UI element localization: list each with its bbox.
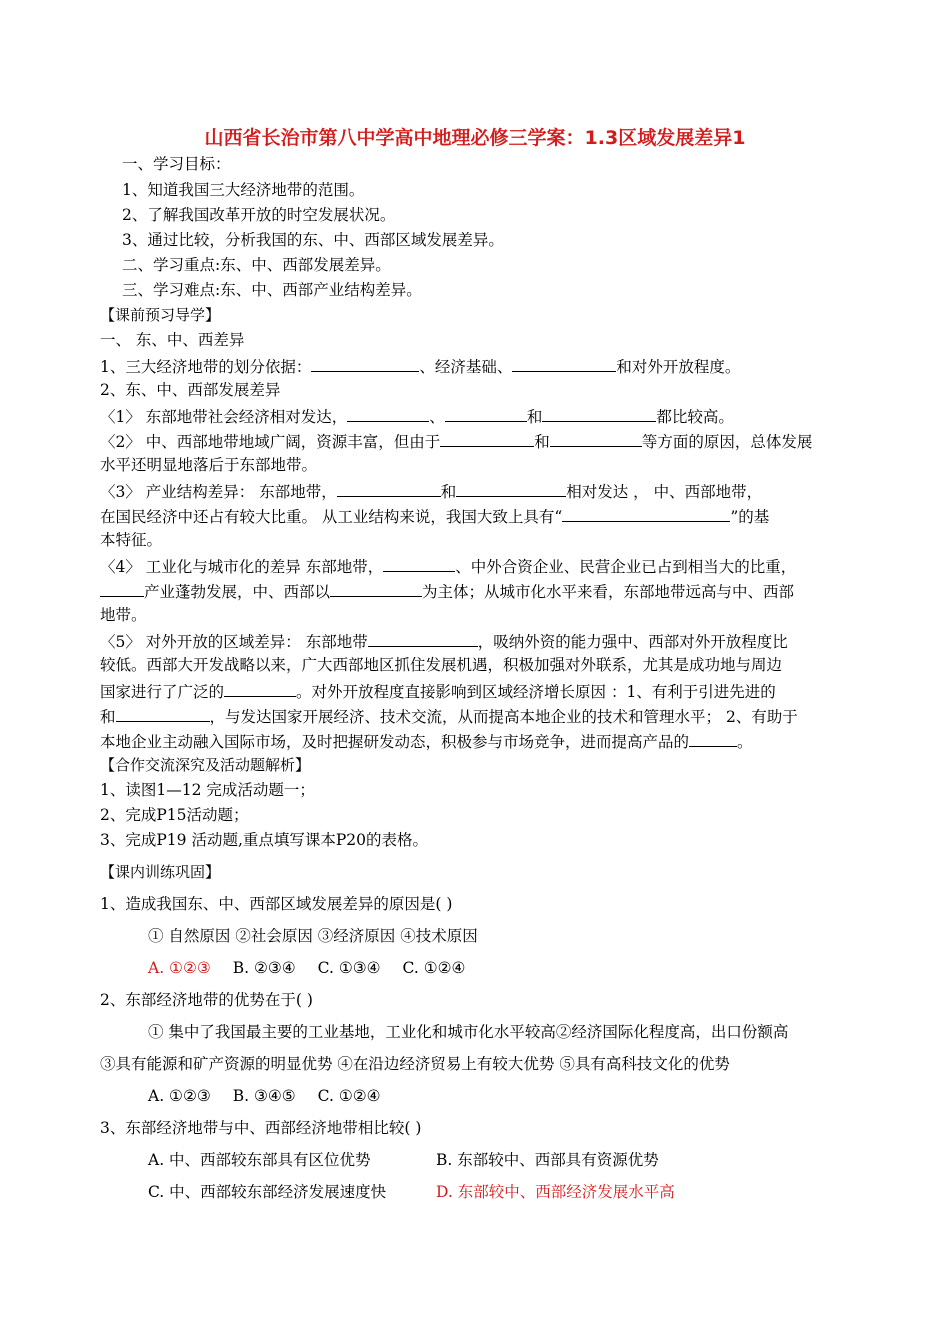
i5-text-i: 。 (737, 733, 753, 751)
answer-blank[interactable] (542, 405, 656, 422)
answer-blank[interactable] (440, 430, 534, 447)
section-1-heading: 一、 东、中、西差异 (100, 331, 245, 349)
q1-option-d[interactable]: C. ①②④ (402, 959, 466, 977)
q2-options (148, 1086, 403, 1106)
coop-item-1: 1、读图1—12 完成活动题一； (100, 781, 315, 799)
answer-blank[interactable] (224, 680, 296, 697)
answer-blank[interactable] (311, 355, 419, 372)
q3-option-a[interactable]: A. 中、西部较东部具有区位优势 (148, 1151, 371, 1169)
q3-option-b[interactable]: B. 东部较中、西部具有资源优势 (436, 1151, 659, 1169)
q1-text-a: 1、三大经济地带的划分依据： (100, 358, 312, 376)
i4-text-d: 为主体；从城市化水平来看，东部地带远高与中、西部 (422, 583, 795, 601)
q2-statements-2: ③具有能源和矿产资源的明显优势 ④在沿边经济贸易上有较大优势 ⑤具有高科技文化的优势 (100, 1055, 730, 1073)
q2-option-b[interactable]: B. ③④⑤ (232, 1087, 296, 1105)
answer-blank[interactable] (330, 580, 422, 597)
i5-text-f: 和 (100, 708, 116, 726)
answer-blank[interactable] (445, 405, 527, 422)
answer-blank[interactable] (456, 480, 566, 497)
i3-text-c: 相对发达 ， 中、西部地带， (566, 483, 763, 501)
item-3-line (100, 480, 762, 502)
q3-option-c[interactable]: C. 中、西部较东部经济发展速度快 (148, 1183, 387, 1201)
i4-text-b: 、中外合资企业、民营企业已占到相当大的比重， (455, 558, 797, 576)
i3-text-e: ”的基 (730, 508, 770, 526)
i1-text-a: 〈1〉 东部地带社会经济相对发达， (100, 408, 348, 426)
i3-text-a: 〈3〉 产业结构差异： 东部地带， (100, 483, 337, 501)
i5-text-h: 本地企业主动融入国际市场，及时把握研发动态，积极参与市场竞争，进而提高产品的 (100, 733, 690, 751)
q2-option-c[interactable]: C. ①②④ (317, 1087, 381, 1105)
q1-option-c[interactable]: C. ①③④ (317, 959, 381, 977)
item-2-continued: 水平还明显地落后于东部地带。 (100, 456, 318, 474)
practice-question-1: 1、造成我国东、中、西部区域发展差异的原因是( ) (100, 895, 453, 913)
answer-blank[interactable] (383, 555, 455, 572)
answer-blank[interactable] (562, 505, 730, 522)
i4-text-c: 产业蓬勃发展，中、西部以 (144, 583, 331, 601)
goal-1: 1、知道我国三大经济地带的范围。 (122, 181, 365, 199)
q3-option-d[interactable]: D. 东部较中、西部经济发展水平高 (436, 1183, 675, 1201)
item-4-line (100, 555, 796, 577)
item-5-line-3 (100, 680, 776, 702)
i1-text-b: 、 (429, 408, 445, 426)
q2-statements-1: ① 集中了我国最主要的工业基地，工业化和城市化水平较高②经济国际化程度高，出口份额高 (148, 1023, 789, 1041)
practice-question-2: 2、东部经济地带的优势在于( ) (100, 991, 313, 1009)
item-4-continued: 地带。 (100, 606, 147, 624)
i1-text-c: 和 (526, 408, 543, 426)
answer-blank[interactable] (368, 630, 478, 647)
answer-blank[interactable] (347, 405, 429, 422)
coop-item-3: 3、完成P19 活动题,重点填写课本P20的表格。 (100, 831, 429, 849)
i2-text-b: 和 (534, 433, 550, 451)
i2-text-c: 等方面的原因，总体发展 (641, 433, 813, 451)
i3-text-d: 在国民经济中还占有较大比重。 从工业结构来说，我国大致上具有“ (100, 508, 563, 526)
item-5-line-4 (100, 705, 798, 727)
learning-difficulty: 三、学习难点:东、中、西部产业结构差异。 (122, 281, 422, 299)
answer-blank[interactable] (689, 730, 737, 747)
answer-blank[interactable] (512, 355, 616, 372)
item-3-line-2 (100, 505, 769, 527)
coop-item-2: 2、完成P15活动题； (100, 806, 249, 824)
q1-statements: ① 自然原因 ②社会原因 ③经济原因 ④技术原因 (148, 927, 478, 945)
goal-3: 3、通过比较，分析我国的东、中、西部区域发展差异。 (122, 231, 504, 249)
answer-blank[interactable] (337, 480, 441, 497)
answer-blank[interactable] (116, 705, 210, 722)
item-2-line (100, 430, 812, 452)
goals-heading: 一、学习目标： (122, 155, 231, 173)
practice-heading: 【课内训练巩固】 (100, 863, 221, 881)
answer-blank[interactable] (100, 580, 144, 597)
q1-option-b[interactable]: B. ②③④ (232, 959, 296, 977)
i3-text-b: 和 (440, 483, 457, 501)
i5-text-g: ，与发达国家开展经济、技术交流，从而提高本地企业的技术和管理水平； 2、有助于 (209, 708, 798, 726)
q1-text-c: 和对外开放程度。 (616, 358, 741, 376)
item-5-line-2: 较低。西部大开发战略以来，广大西部地区抓住发展机遇，积极加强对外联系，尤其是成功地与周边 (100, 656, 783, 674)
i5-text-a: 〈5〉 对外开放的区域差异： 东部地带 (100, 633, 368, 651)
i5-text-e: 。对外开放程度直接影响到区域经济增长原因 ：1、有利于引进先进的 (296, 683, 776, 701)
i5-text-d: 国家进行了广泛的 (100, 683, 225, 701)
coop-heading: 【合作交流深究及活动题解析】 (100, 756, 311, 774)
answer-blank[interactable] (550, 430, 642, 447)
item-3-continued: 本特征。 (100, 531, 163, 549)
item-5-line (100, 630, 788, 652)
q1-option-a[interactable]: A. ①②③ (148, 959, 211, 977)
item-5-line-5 (100, 730, 753, 752)
i4-text-a: 〈4〉 工业化与城市化的差异 东部地带， (100, 558, 384, 576)
q1-text-b: 、经济基础、 (419, 358, 513, 376)
preview-heading: 【课前预习导学】 (100, 306, 221, 324)
q1-options (148, 958, 487, 978)
practice-question-3: 3、东部经济地带与中、西部经济地带相比较( ) (100, 1119, 422, 1137)
i5-text-b: ，吸纳外资的能力强中、西部对外开放程度比 (477, 633, 788, 651)
i1-text-d: 都比较高。 (656, 408, 734, 426)
i2-text-a: 〈2〉 中、西部地带地域广阔，资源丰富，但由于 (100, 433, 441, 451)
page-title: 山西省长治市第八中学高中地理必修三学案：1.3区域发展差异1 (204, 127, 746, 149)
q2-option-a[interactable]: A. ①②③ (148, 1087, 211, 1105)
item-4-line-2 (100, 580, 794, 602)
item-1-line (100, 405, 734, 427)
goal-2: 2、了解我国改革开放的时空发展状况。 (122, 206, 396, 224)
question-2-heading: 2、东、中、西部发展差异 (100, 381, 281, 399)
learning-focus: 二、学习重点:东、中、西部发展差异。 (122, 256, 391, 274)
question-1-line (100, 355, 740, 377)
